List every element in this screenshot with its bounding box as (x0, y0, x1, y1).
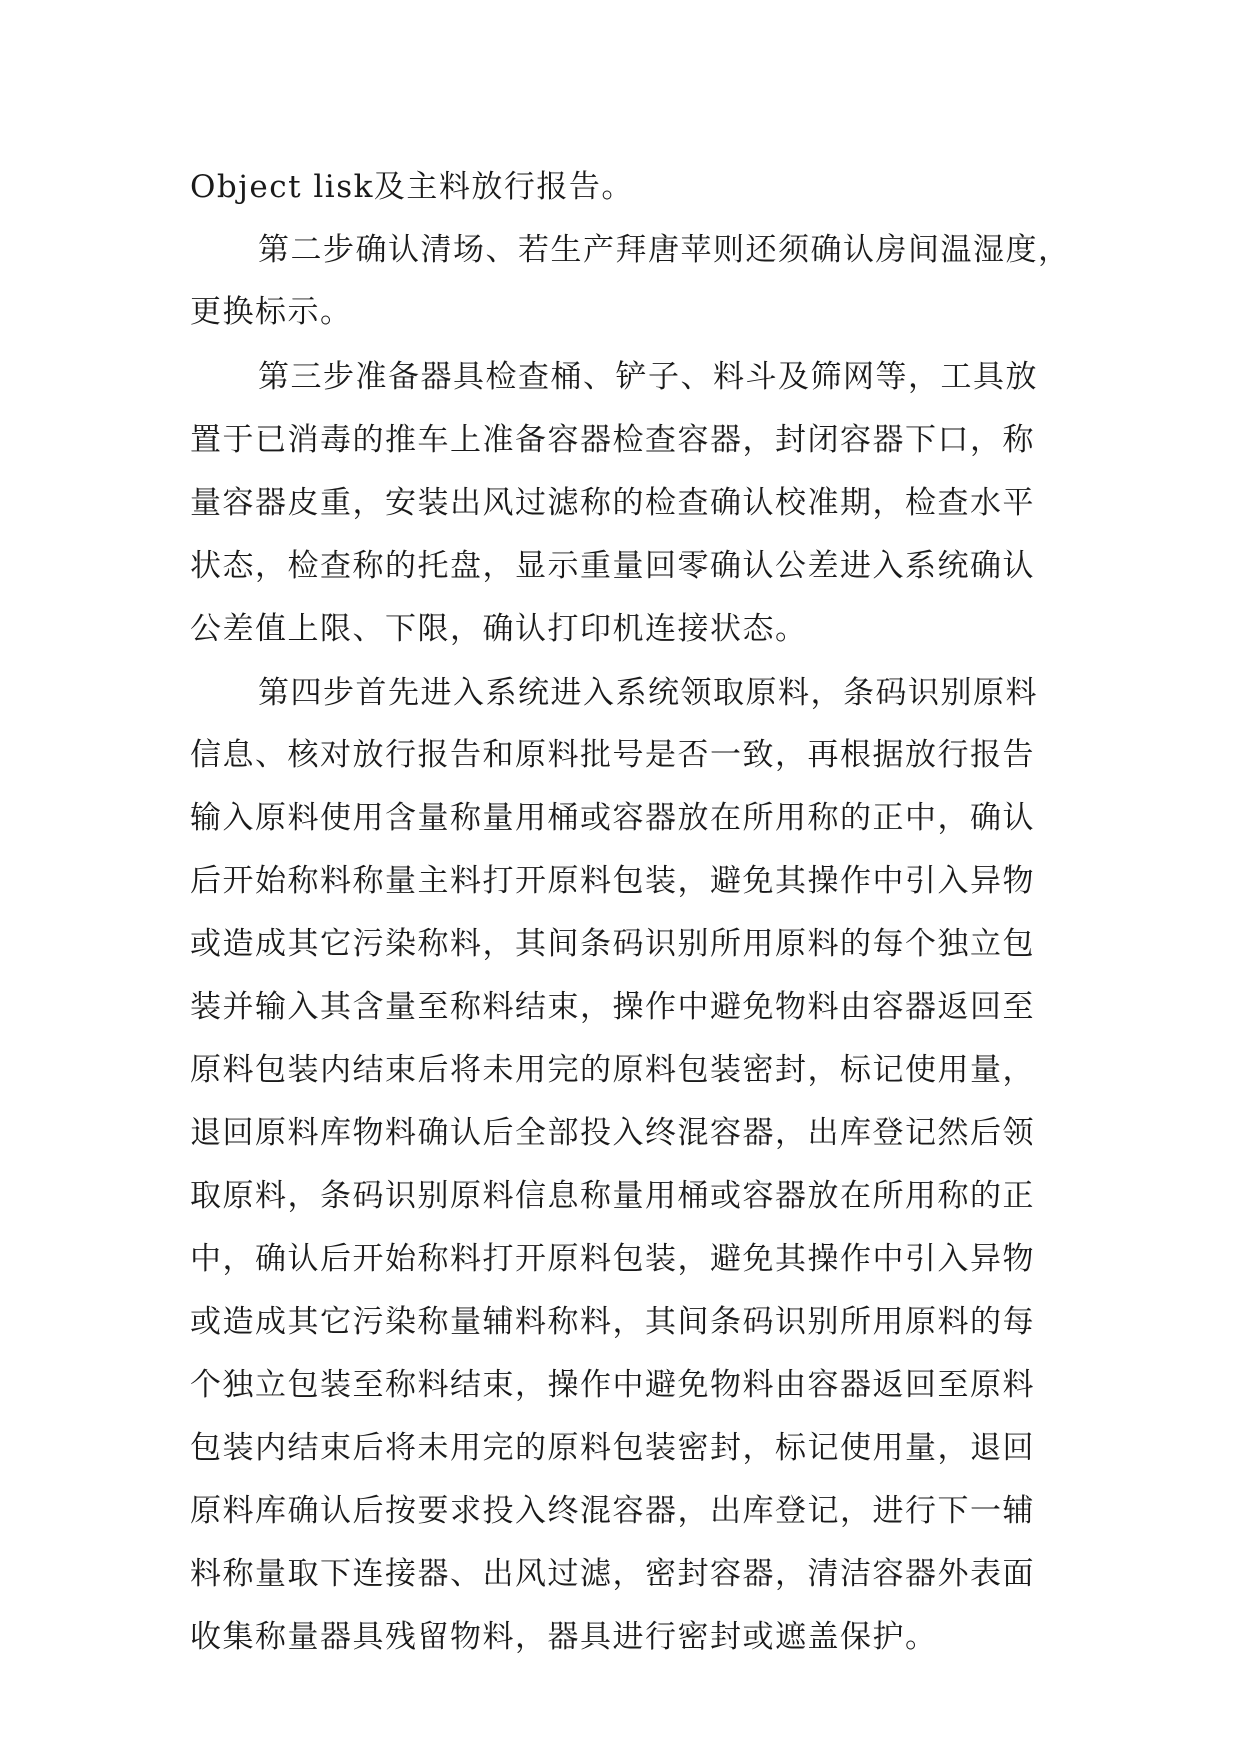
paragraph-line: 置于已消毒的推车上准备容器检查容器，封闭容器下口，称 (190, 422, 1035, 458)
paragraph-line: 原料包装内结束后将未用完的原料包装密封，标记使用量， (190, 1052, 1035, 1088)
paragraph-line: 或造成其它污染称量辅料称料，其间条码识别所用原料的每 (190, 1304, 1035, 1340)
paragraph-line: 中，确认后开始称料打开原料包装，避免其操作中引入异物 (190, 1241, 1035, 1277)
paragraph-line: 状态，检查称的托盘，显示重量回零确认公差进入系统确认 (190, 548, 1035, 584)
paragraph-line: 第四步首先进入系统进入系统领取原料，条码识别原料 (258, 675, 1038, 711)
paragraph-line: 个独立包装至称料结束，操作中避免物料由容器返回至原料 (190, 1367, 1035, 1403)
paragraph-line: 收集称量器具残留物料，器具进行密封或遮盖保护。 (190, 1619, 938, 1655)
paragraph-line: 原料库确认后按要求投入终混容器，出库登记，进行下一辅 (190, 1493, 1035, 1529)
paragraph-line: 包装内结束后将未用完的原料包装密封，标记使用量，退回 (190, 1430, 1035, 1466)
paragraph-line: 取原料，条码识别原料信息称量用桶或容器放在所用称的正 (190, 1178, 1035, 1214)
paragraph-line: 后开始称料称量主料打开原料包装，避免其操作中引入异物 (190, 863, 1035, 899)
paragraph-line: 量容器皮重，安装出风过滤称的检查确认校准期，检查水平 (190, 485, 1035, 521)
paragraph-line: 第三步准备器具检查桶、铲子、料斗及筛网等，工具放 (258, 359, 1038, 395)
paragraph-line: Object lisk及主料放行报告。 (190, 169, 634, 205)
paragraph-line: 料称量取下连接器、出风过滤，密封容器，清洁容器外表面 (190, 1556, 1035, 1592)
paragraph-line: 退回原料库物料确认后全部投入终混容器，出库登记然后领 (190, 1115, 1035, 1151)
paragraph-line: 输入原料使用含量称量用桶或容器放在所用称的正中，确认 (190, 800, 1035, 836)
paragraph-line: 或造成其它污染称料，其间条码识别所用原料的每个独立包 (190, 926, 1035, 962)
paragraph-line: 公差值上限、下限，确认打印机连接状态。 (190, 611, 808, 647)
paragraph-line: 信息、核对放行报告和原料批号是否一致，再根据放行报告 (190, 737, 1035, 773)
paragraph-line: 更换标示。 (190, 294, 353, 330)
paragraph-line: 第二步确认清场、若生产拜唐苹则还须确认房间温湿度， (258, 232, 1071, 268)
paragraph-line: 装并输入其含量至称料结束，操作中避免物料由容器返回至 (190, 989, 1035, 1025)
